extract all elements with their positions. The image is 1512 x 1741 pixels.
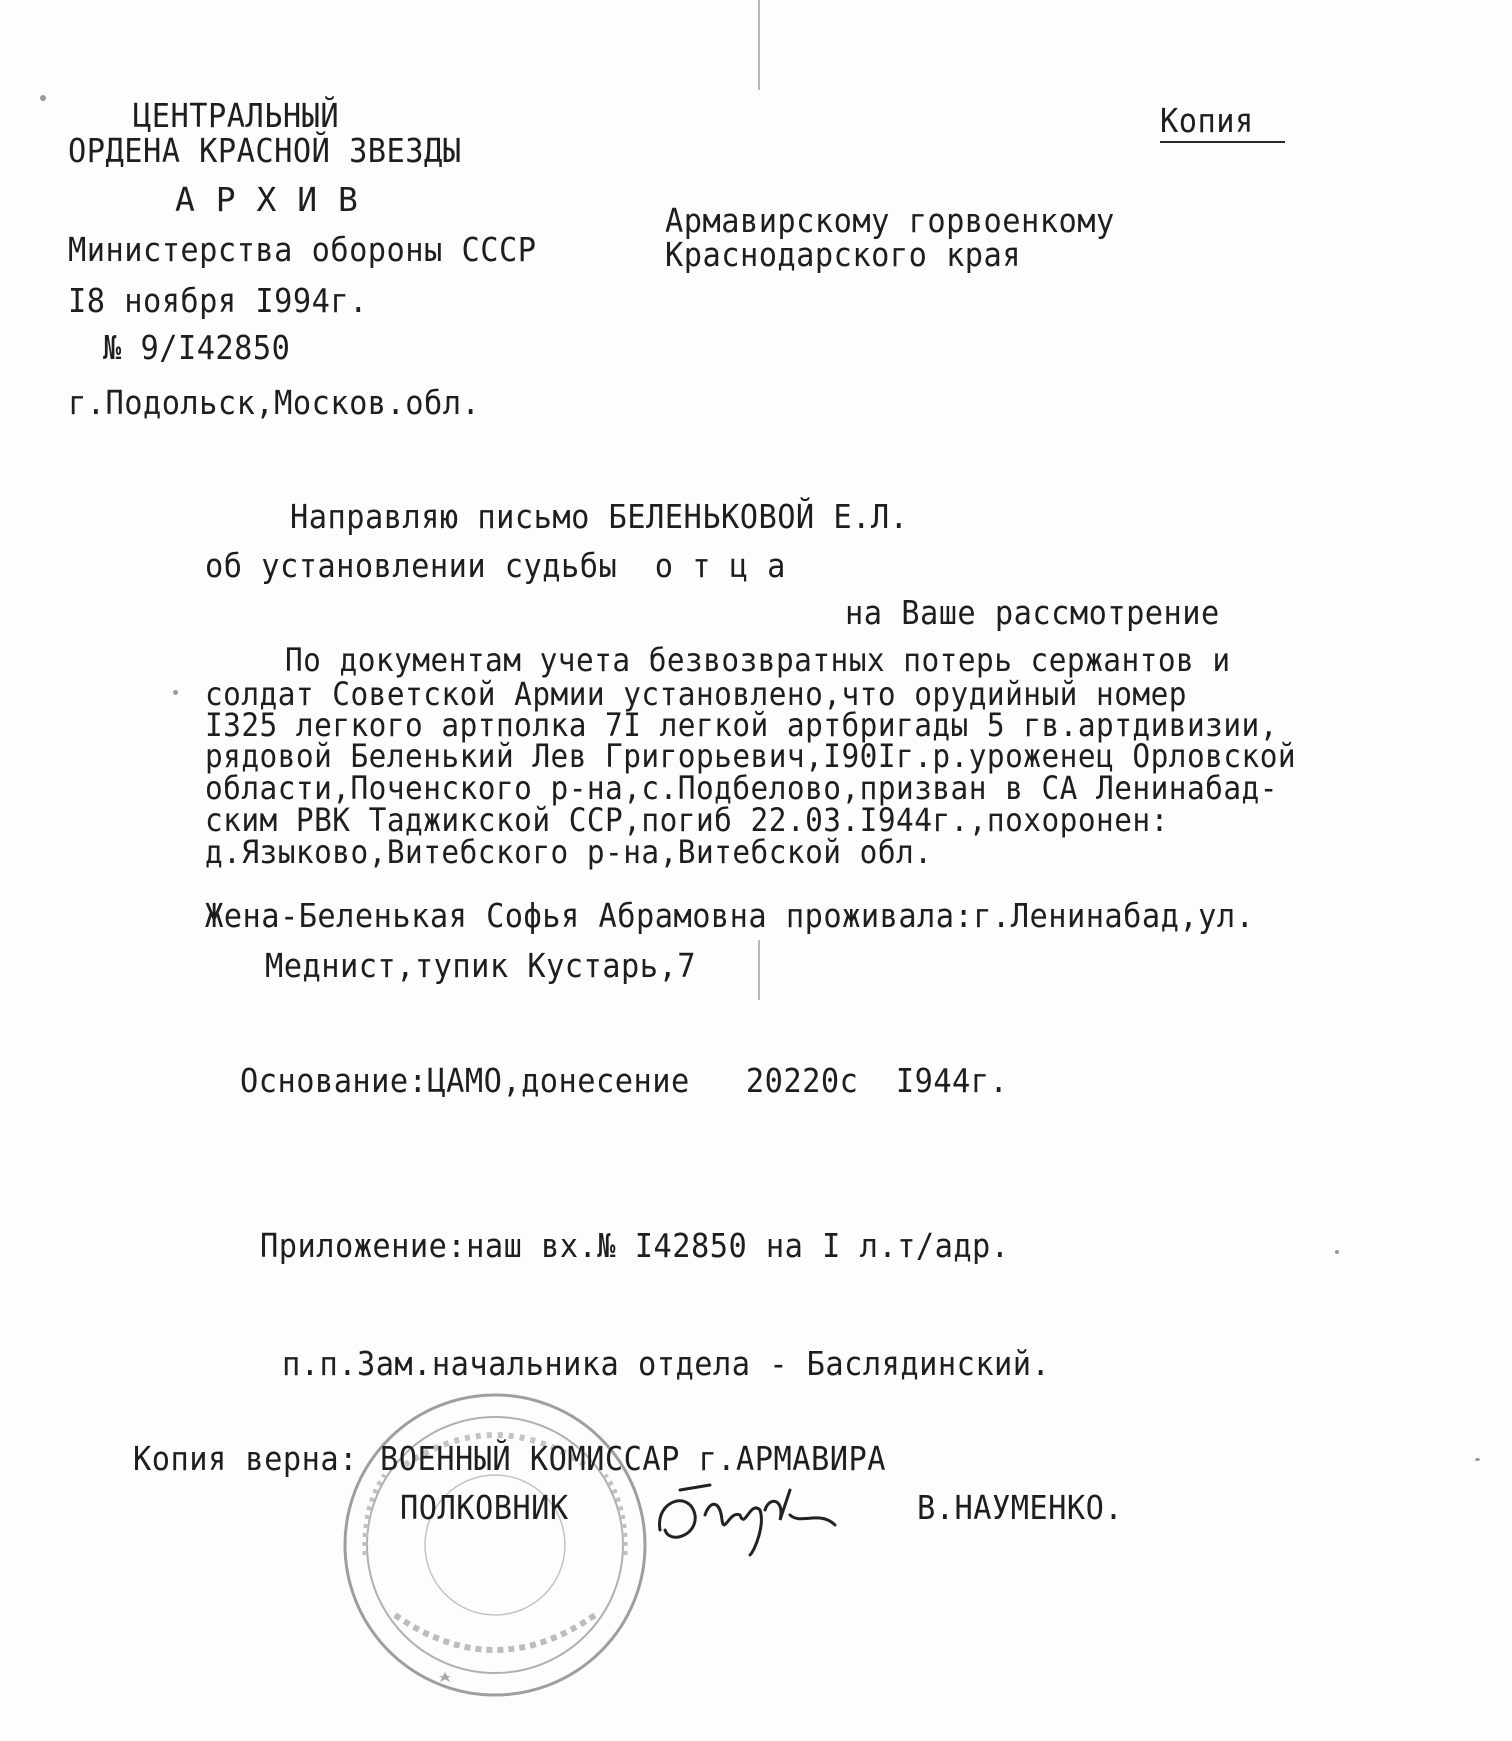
addressee-line-2: Краснодарского края	[665, 235, 1022, 274]
addressee-line-1: Армавирскому горвоенкому	[665, 201, 1115, 240]
handwritten-signature	[650, 1470, 850, 1560]
commissar-position: ВОЕННЫЙ КОМИССАР г.АРМАВИРА	[380, 1439, 886, 1478]
commissar-name: В.НАУМЕНКО.	[917, 1488, 1124, 1527]
wife-line-2: Меднист,тупик Кустарь,7	[265, 946, 696, 985]
commissar-rank: ПОЛКОВНИК	[400, 1488, 569, 1527]
copy-mark: Копия	[1160, 101, 1254, 140]
org-line-1: ЦЕНТРАЛЬНЫЙ	[133, 96, 340, 135]
document-city: г.Подольск,Москов.обл.	[68, 383, 481, 422]
paragraph-line: I325 легкого артполка 7I легкой артбригады 5 гв.артдивизии,	[205, 706, 1278, 744]
official-stamp	[335, 1385, 655, 1705]
paragraph-line: солдат Советской Армии установлено,что орудийный номер	[205, 675, 1187, 713]
wife-line-1: Жена-Беленькая Софья Абрамовна проживала:г.Ленинабад,ул.	[205, 896, 1255, 935]
scan-speck	[1335, 1250, 1339, 1254]
intro-line-2: об установлении судьбы о т ц а	[205, 546, 786, 585]
org-line-2: ОРДЕНА КРАСНОЙ ЗВЕЗДЫ	[68, 131, 462, 170]
intro-line-3: на Ваше рассмотрение	[845, 593, 1220, 632]
copy-true-label: Копия верна:	[133, 1439, 358, 1478]
attachment-line: Приложение:наш вх.№ I42850 на I л.т/адр.	[260, 1226, 1010, 1265]
scan-speck	[173, 690, 178, 695]
document-date: I8 ноября I994г.	[68, 281, 368, 320]
paragraph-line: области,Поченского р-на,с.Подбелово,призван в СА Ленинабад-	[205, 769, 1278, 807]
basis-line: Основание:ЦАМО,донесение 20220с I944г.	[240, 1061, 1009, 1100]
intro-line-1: Направляю письмо БЕЛЕНЬКОВОЙ Е.Л.	[290, 497, 909, 536]
org-line-3: А Р Х И В	[175, 180, 359, 219]
paragraph-line: ским РВК Таджикской ССР,погиб 22.03.I944г.,похоронен:	[205, 801, 1169, 839]
paragraph-line: д.Языково,Витебского р-на,Витебской обл.	[205, 833, 933, 871]
fold-line	[758, 940, 760, 1000]
org-line-4: Министерства обороны СССР	[68, 230, 537, 269]
copy-mark-underline	[1160, 141, 1285, 143]
fold-line	[758, 0, 760, 90]
paragraph-line: рядовой Беленький Лев Григорьевич,I90Iг.р.уроженец Орловской	[205, 737, 1297, 775]
document-number: № 9/I42850	[103, 328, 291, 367]
scan-speck	[40, 95, 46, 101]
paragraph-line: По документам учета безвозвратных потерь сержантов и	[285, 641, 1231, 679]
scan-speck	[1475, 1458, 1480, 1461]
signed-by-line: п.п.Зам.начальника отдела - Баслядинский.	[282, 1344, 1051, 1383]
